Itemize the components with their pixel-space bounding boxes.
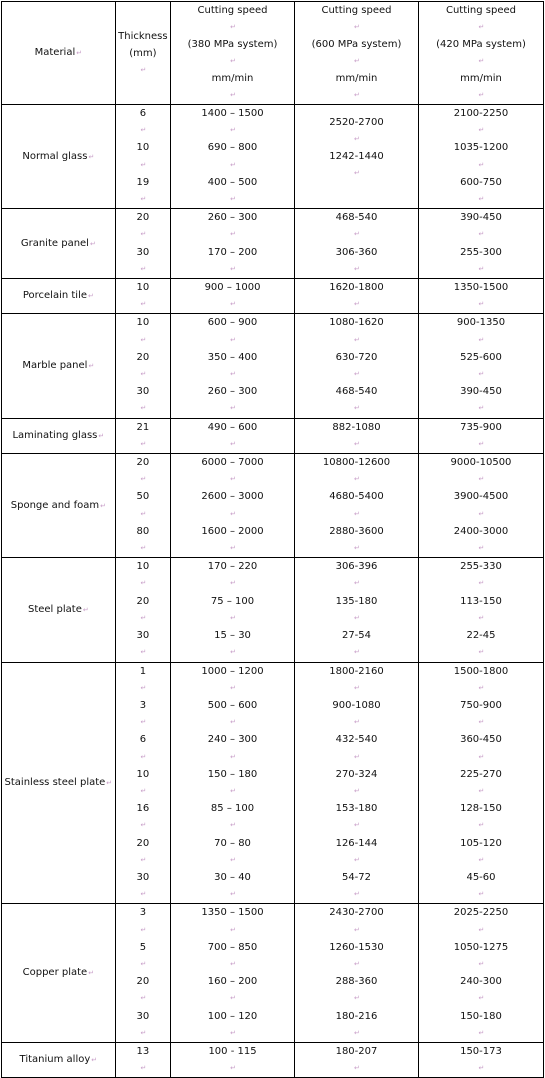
table-row — [2, 662, 544, 904]
table-row — [2, 105, 544, 209]
thickness-value: 10 ↵ — [136, 561, 150, 588]
material-cell: Stainless steel plate↵ — [2, 662, 116, 904]
speed-600-value — [295, 182, 418, 199]
thickness-cell — [115, 904, 170, 1043]
speed-380-cell — [171, 105, 295, 209]
speed-380-cell — [171, 209, 295, 279]
material-cell: Copper plate↵ — [2, 904, 116, 1043]
thickness-cell — [115, 662, 170, 904]
material-name: Steel plate — [27, 603, 82, 615]
thickness-value: 10 ↵ — [136, 768, 150, 795]
speed-420-value: 22-45 ↵ — [466, 630, 496, 657]
speed-380-value: 150 – 180 ↵ — [207, 768, 258, 795]
table-row — [2, 418, 544, 453]
speed-420-value: 45-60 ↵ — [466, 871, 496, 899]
speed-600-value: 306-396 ↵ — [335, 561, 378, 588]
material-cell: Steel plate↵ — [2, 558, 116, 662]
speed-420-value: 525-600 ↵ — [460, 351, 502, 379]
thickness-value: 20 ↵ — [136, 351, 150, 379]
speed-420-value: 225-270 ↵ — [460, 768, 502, 795]
material-cell: Porcelain tile↵ — [2, 279, 116, 314]
speed-420-value: 1500-1800 ↵ — [453, 665, 509, 692]
speed-420-value: 360-450 ↵ — [460, 734, 502, 761]
speed-600-value: 630-720 ↵ — [335, 351, 378, 379]
speed-380-value: 700 – 850 ↵ — [207, 941, 258, 968]
speed-420-cell — [418, 418, 543, 453]
thickness-cell — [115, 105, 170, 209]
speed-420-value: 2100-2250 ↵ — [453, 108, 509, 135]
header-speed-420: Cutting speed ↵ (420 MPa system) ↵ mm/min ↵ — [418, 2, 543, 105]
material-cell: Sponge and foam↵ — [2, 454, 116, 558]
speed-600-value: 135-180 ↵ — [335, 595, 378, 622]
speed-600-value: 1800-2160 ↵ — [329, 665, 384, 692]
material-name: Sponge and foam — [10, 499, 100, 511]
speed-380-value: 900 – 1000 ↵ — [204, 282, 261, 309]
speed-420-cell — [418, 314, 543, 418]
thickness-value: 80 ↵ — [136, 525, 150, 553]
speed-380-value: 100 – 120 ↵ — [207, 1010, 258, 1037]
header-row — [2, 2, 544, 105]
speed-380-value: 85 – 100 ↵ — [210, 803, 255, 830]
speed-380-value: 1600 – 2000 ↵ — [201, 525, 264, 553]
speed-600-value: 306-360 ↵ — [335, 246, 378, 273]
thickness-value: 10 ↵ — [136, 317, 150, 344]
material-cell: Normal glass↵ — [2, 105, 116, 209]
speed-420-value: 3900-4500 ↵ — [453, 491, 509, 518]
speed-380-value: 6000 – 7000 ↵ — [201, 457, 264, 484]
speed-600-value: 27-54 ↵ — [341, 630, 372, 657]
thickness-value: 13 ↵ — [136, 1045, 150, 1073]
speed-600-value: 432-540 ↵ — [335, 734, 378, 761]
speed-420-value: 390-450 ↵ — [460, 212, 502, 239]
speed-380-value: 260 – 300 ↵ — [207, 386, 258, 413]
thickness-value: 30 ↵ — [136, 386, 150, 413]
thickness-value: 19 ↵ — [136, 176, 150, 204]
speed-420-value: 900-1350 ↵ — [456, 317, 506, 344]
material-cell: Marble panel↵ — [2, 314, 116, 418]
speed-420-cell — [418, 1042, 543, 1077]
thickness-value: 20 ↵ — [136, 212, 150, 239]
header-thickness: Thickness (mm) ↵ — [115, 2, 170, 105]
speed-600-value: 270-324 ↵ — [335, 768, 378, 795]
speed-600-value: 180-216 ↵ — [335, 1010, 378, 1037]
table-row — [2, 558, 544, 662]
thickness-cell — [115, 418, 170, 453]
speed-600-value: 1080-1620 ↵ — [329, 317, 384, 344]
speed-380-value: 1000 – 1200 ↵ — [201, 665, 264, 692]
thickness-value: 20 ↵ — [136, 976, 150, 1003]
material-name: Porcelain tile — [22, 290, 87, 302]
speed-380-value: 170 – 220 ↵ — [207, 561, 258, 588]
thickness-value: 20 ↵ — [136, 595, 150, 622]
speed-600-value: 900-1080 ↵ — [332, 699, 381, 727]
speed-420-value: 390-450 ↵ — [460, 386, 502, 413]
speed-380-cell — [171, 662, 295, 904]
thickness-cell — [115, 558, 170, 662]
material-cell: Laminating glass↵ — [2, 418, 116, 453]
speed-600-cell — [295, 279, 419, 314]
speed-600-value: 1260-1530 ↵ — [329, 941, 384, 968]
thickness-value: 3 ↵ — [139, 699, 147, 727]
speed-600-value: 2520-2700 ↵ — [329, 116, 384, 143]
thickness-cell — [115, 209, 170, 279]
speed-600-cell — [295, 1042, 419, 1077]
speed-420-value: 735-900 ↵ — [460, 421, 502, 448]
speed-420-value: 1035-1200 ↵ — [453, 142, 509, 169]
speed-600-cell — [295, 418, 419, 453]
material-name: Titanium alloy — [19, 1054, 91, 1066]
speed-600-cell — [295, 209, 419, 279]
speed-600-cell — [295, 314, 419, 418]
speed-380-cell — [171, 1042, 295, 1077]
speed-380-value: 600 – 900 ↵ — [207, 317, 258, 344]
speed-420-value: 105-120 ↵ — [460, 837, 502, 864]
thickness-value: 16 ↵ — [136, 803, 150, 830]
speed-420-value: 113-150 ↵ — [460, 595, 502, 622]
table-row — [2, 454, 544, 558]
thickness-value: 30 ↵ — [136, 871, 150, 899]
speed-420-value: 150-180 ↵ — [460, 1010, 502, 1037]
speed-420-value: 600-750 ↵ — [460, 176, 502, 204]
thickness-cell — [115, 314, 170, 418]
speed-380-value: 1350 – 1500 ↵ — [201, 907, 264, 934]
material-name: Normal glass — [22, 150, 88, 162]
speed-420-cell — [418, 904, 543, 1043]
header-speed-600: Cutting speed ↵ (600 MPa system) ↵ mm/min ↵ — [295, 2, 419, 105]
speed-380-value: 15 – 30 ↵ — [214, 630, 251, 657]
speed-380-value: 75 – 100 ↵ — [210, 595, 255, 622]
speed-600-cell — [295, 558, 419, 662]
thickness-value: 20 ↵ — [136, 457, 150, 484]
speed-380-value: 100 - 115 ↵ — [208, 1045, 257, 1073]
speed-420-cell — [418, 279, 543, 314]
speed-600-cell — [295, 904, 419, 1043]
speed-600-value: 2430-2700 ↵ — [329, 907, 384, 934]
table-row — [2, 314, 544, 418]
speed-600-value: 882-1080 ↵ — [332, 421, 381, 448]
speed-600-value: 468-540 ↵ — [335, 386, 378, 413]
cutting-speed-table — [1, 1, 544, 1078]
speed-420-cell — [418, 558, 543, 662]
thickness-value: 6 ↵ — [139, 108, 147, 135]
speed-380-value: 1400 – 1500 ↵ — [201, 108, 264, 135]
thickness-value: 3 ↵ — [139, 907, 147, 934]
speed-600-value: 153-180 ↵ — [335, 803, 378, 830]
material-name: Marble panel — [22, 359, 88, 371]
thickness-cell — [115, 1042, 170, 1077]
speed-380-value: 260 – 300 ↵ — [207, 212, 258, 239]
speed-380-cell — [171, 904, 295, 1043]
speed-600-value: 180-207 ↵ — [335, 1045, 378, 1073]
speed-600-value: 54-72 ↵ — [341, 871, 372, 899]
table-row — [2, 209, 544, 279]
speed-380-cell — [171, 279, 295, 314]
speed-380-value: 500 – 600 ↵ — [207, 699, 258, 727]
speed-420-cell — [418, 105, 543, 209]
thickness-value: 30 ↵ — [136, 246, 150, 273]
speed-420-value: 128-150 ↵ — [460, 803, 502, 830]
thickness-value: 1 ↵ — [139, 665, 147, 692]
material-cell: Titanium alloy↵ — [2, 1042, 116, 1077]
speed-380-cell — [171, 558, 295, 662]
thickness-value: 10 ↵ — [136, 282, 150, 309]
speed-380-value: 240 – 300 ↵ — [207, 734, 258, 761]
thickness-value: 6 ↵ — [139, 734, 147, 761]
header-material: Material↵ — [2, 2, 116, 105]
table-row — [2, 1042, 544, 1077]
speed-600-value: 2880-3600 ↵ — [329, 525, 384, 553]
material-cell: Granite panel↵ — [2, 209, 116, 279]
speed-380-value: 690 – 800 ↵ — [207, 142, 258, 169]
speed-380-value: 170 – 200 ↵ — [207, 246, 258, 273]
thickness-value: 30 ↵ — [136, 630, 150, 657]
speed-600-cell — [295, 454, 419, 558]
material-name: Stainless steel plate — [4, 776, 106, 788]
table-row — [2, 904, 544, 1043]
thickness-value: 5 ↵ — [139, 941, 147, 968]
speed-420-value: 1050-1275 ↵ — [453, 941, 509, 968]
speed-380-value: 400 – 500 ↵ — [207, 176, 258, 204]
table-row — [2, 279, 544, 314]
thickness-value: 50 ↵ — [136, 491, 150, 518]
material-name: Laminating glass — [12, 429, 98, 441]
speed-600-value: 1620-1800 ↵ — [329, 282, 384, 309]
speed-420-value: 255-330 ↵ — [460, 561, 502, 588]
speed-380-cell — [171, 454, 295, 558]
speed-420-value: 255-300 ↵ — [460, 246, 502, 273]
speed-420-value: 750-900 ↵ — [460, 699, 502, 727]
speed-380-value: 350 – 400 ↵ — [207, 351, 258, 379]
thickness-value: 30 ↵ — [136, 1010, 150, 1037]
speed-600-value: 10800-12600 ↵ — [322, 457, 391, 484]
speed-600-value: 288-360 ↵ — [335, 976, 378, 1003]
thickness-cell — [115, 279, 170, 314]
speed-380-value: 30 – 40 ↵ — [214, 871, 251, 899]
speed-380-cell — [171, 418, 295, 453]
speed-420-value: 150-173 ↵ — [460, 1045, 502, 1073]
speed-420-cell — [418, 662, 543, 904]
thickness-value: 21 ↵ — [136, 421, 150, 448]
speed-420-value: 240-300 ↵ — [460, 976, 502, 1003]
speed-380-value: 2600 – 3000 ↵ — [201, 491, 264, 518]
thickness-cell — [115, 454, 170, 558]
speed-380-cell — [171, 314, 295, 418]
speed-600-value: 1242-1440 ↵ — [329, 151, 384, 178]
speed-420-value: 1350-1500 ↵ — [453, 282, 509, 309]
speed-420-cell — [418, 209, 543, 279]
material-name: Copper plate — [22, 967, 88, 979]
speed-420-value: 9000-10500 ↵ — [450, 457, 512, 484]
material-name: Granite panel — [20, 237, 89, 249]
thickness-value: 20 ↵ — [136, 837, 150, 864]
speed-420-cell — [418, 454, 543, 558]
thickness-value: 10 ↵ — [136, 142, 150, 169]
table-body — [2, 105, 544, 1078]
speed-380-value: 490 – 600 ↵ — [207, 421, 258, 448]
speed-420-value: 2400-3000 ↵ — [453, 525, 509, 553]
speed-600-value: 4680-5400 ↵ — [329, 491, 384, 518]
speed-420-value: 2025-2250 ↵ — [453, 907, 509, 934]
speed-600-cell — [295, 662, 419, 904]
speed-600-cell — [295, 105, 419, 209]
speed-600-value: 468-540 ↵ — [335, 212, 378, 239]
speed-380-value: 160 – 200 ↵ — [207, 976, 258, 1003]
speed-380-value: 70 – 80 ↵ — [214, 837, 251, 864]
header-speed-380: Cutting speed ↵ (380 MPa system) ↵ mm/min ↵ — [171, 2, 295, 105]
speed-600-value: 126-144 ↵ — [335, 837, 378, 864]
